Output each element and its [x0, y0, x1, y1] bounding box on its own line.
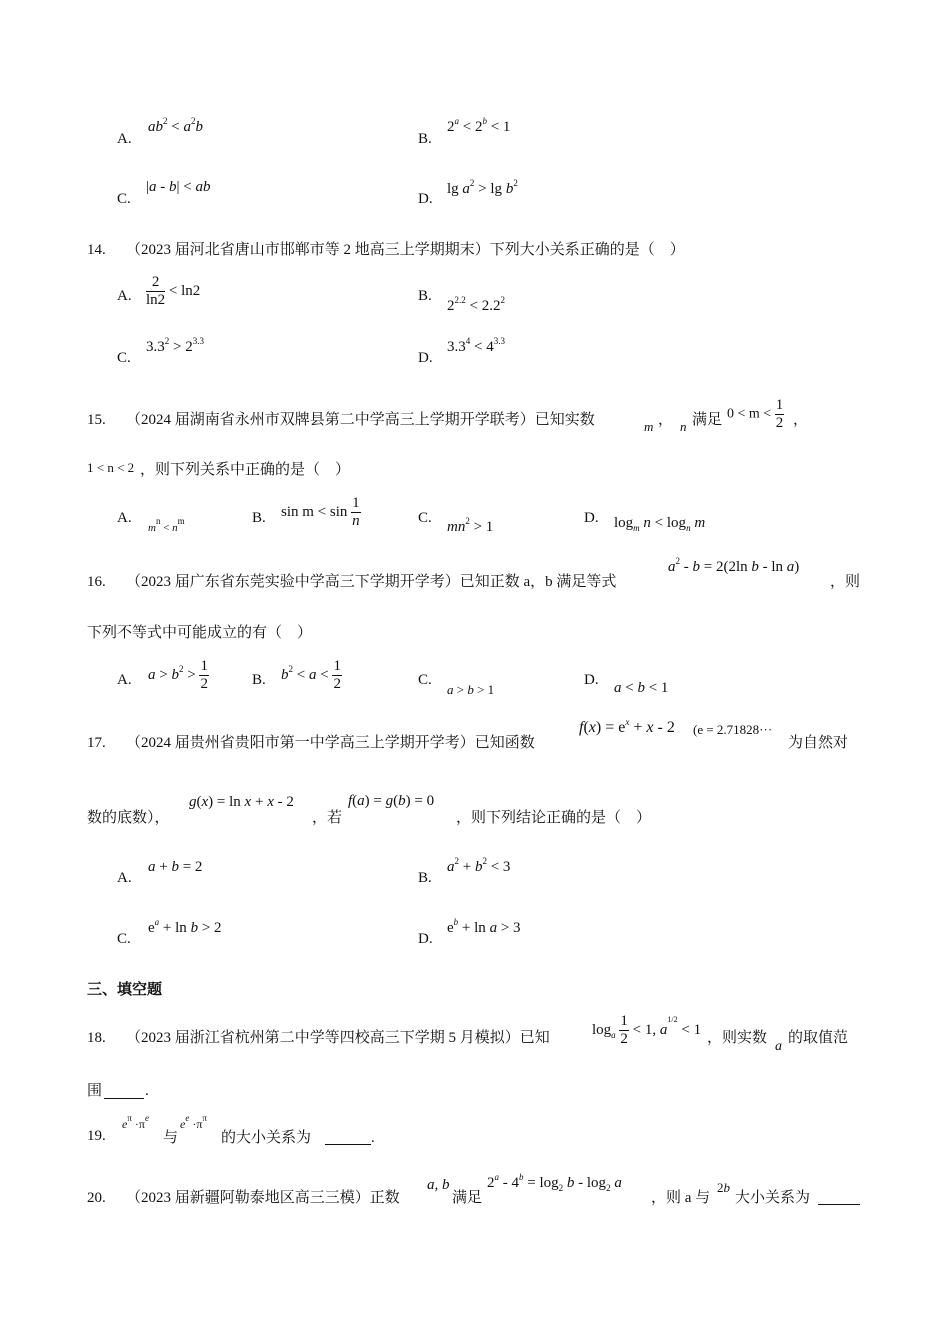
q14-number: 14.	[87, 242, 106, 258]
q14-option-a-label: A.	[117, 288, 132, 304]
q15-line2-text: ，则下列关系中正确的是（ ）	[140, 462, 351, 478]
q16-line2: 下列不等式中可能成立的有（ ）	[87, 625, 313, 641]
q13-option-d-label: D.	[418, 191, 433, 207]
q17-option-c-math: $e^a + \ln b > 2$	[148, 917, 222, 936]
q14-option-c-math: $3.3^2 > 2^{3.3}$	[146, 336, 204, 355]
q15-stem: （2024 届湖南省永州市双牌县第二中学高三上学期开学联考）已知实数	[126, 412, 595, 428]
q13-option-b-label: B.	[418, 131, 432, 147]
q16-option-d-math: a < b < 1	[614, 680, 669, 696]
q14-stem: （2023 届河北省唐山市邯郸市等 2 地高三上学期期末）下列大小关系正确的是（ ）	[126, 242, 685, 258]
q16-option-c-label: C.	[418, 672, 432, 688]
q17-condition: f(a) = g(b) = 0	[348, 793, 435, 809]
q16-option-b-label: B.	[252, 672, 266, 688]
q17-line2-c: ，则下列结论正确的是（ ）	[456, 810, 652, 826]
q18-answer-blank[interactable]	[104, 1083, 144, 1098]
q15-option-a-math: $m^n < n^m$	[148, 516, 185, 534]
q20-equation: $2^a - 4^b = \log_2 b - \log_2 a$	[487, 1172, 622, 1193]
q18-line2: 围	[87, 1083, 103, 1099]
q14-option-d-math: $3.3^4 < 4^{3.3}$	[447, 336, 505, 355]
q19-expression-2: $e^e \cdot\pi^\pi$	[180, 1113, 207, 1131]
q15-option-d-label: D.	[584, 510, 599, 526]
q18-stem-end: ，则实数	[707, 1030, 768, 1046]
q13-option-a-math: $ab^2 < a^2b$	[148, 116, 203, 135]
q17-option-d-label: D.	[418, 931, 433, 947]
q20-expression: 2b	[717, 1180, 730, 1195]
q20-stem: （2023 届新疆阿勒泰地区高三三模）正数	[126, 1190, 400, 1206]
q17-f-definition: $f(x) = e^x + x - 2$	[579, 717, 675, 736]
q18-stem-end-2: 的取值范	[788, 1030, 849, 1046]
q16-option-d-label: D.	[584, 672, 599, 688]
q19-number: 19.	[87, 1128, 106, 1144]
q15-line2-math: 1 < n < 2	[87, 460, 135, 475]
q18-number: 18.	[87, 1030, 106, 1046]
q17-option-d-math: $e^b + \ln a > 3$	[447, 917, 521, 936]
q15-condition: 0 < m < $\frac{1}{2}$	[727, 397, 784, 431]
q14-option-d-label: D.	[418, 350, 433, 366]
q14-option-b-label: B.	[418, 288, 432, 304]
q14-option-b-math: $2^{2.2} < 2.2^2$	[447, 295, 505, 314]
q16-number: 16.	[87, 574, 106, 590]
q19-end: .	[371, 1130, 375, 1146]
q16-equation: $a^2 - b = 2(2\ln$ b - ln a)	[668, 556, 800, 575]
q19-answer-blank[interactable]	[325, 1129, 371, 1144]
q20-stem-3: ，则 a 与	[651, 1190, 711, 1206]
q14-option-c-label: C.	[117, 350, 131, 366]
q17-stem-end: 为自然对	[788, 735, 849, 751]
q17-line2-a: 数的底数），	[87, 810, 170, 826]
q16-option-a-label: A.	[117, 672, 132, 688]
q13-option-c-label: C.	[117, 191, 131, 207]
q15-cond-end: ，	[793, 412, 809, 428]
q17-e-note: (e = 2.71828···	[693, 722, 773, 737]
q20-answer-blank[interactable]	[818, 1189, 860, 1204]
q13-option-b-math: $2^a < 2^b < 1$	[447, 116, 511, 135]
q16-stem: （2023 届广东省东莞实验中学高三下学期开学考）已知正数 a，b 满足等式	[126, 574, 617, 590]
q16-stem-end: ，则	[830, 574, 861, 590]
q18-line2-end: .	[145, 1083, 149, 1099]
q19-text: 的大小关系为	[221, 1130, 312, 1146]
q13-option-d-math: $\lg a^2 > \lg b^2$	[447, 178, 518, 197]
q17-option-b-math: $a^2 + b^2 < 3$	[447, 856, 511, 875]
q15-option-c-label: C.	[418, 510, 432, 526]
q17-number: 17.	[87, 735, 106, 751]
q18-stem: （2023 届浙江省杭州第二中学等四校高三下学期 5 月模拟）已知	[126, 1030, 550, 1046]
q17-g-definition: g(x) = ln x + x - 2	[189, 794, 294, 810]
q15-option-b-label: B.	[252, 510, 266, 526]
q15-var-n: n	[680, 419, 687, 434]
q19-mid: 与	[163, 1130, 179, 1146]
q17-option-a-label: A.	[117, 870, 132, 886]
q20-stem-4: 大小关系为	[735, 1190, 811, 1206]
q17-option-a-math: a + b = 2	[148, 859, 203, 875]
q15-number: 15.	[87, 412, 106, 428]
q20-stem-2: 满足	[452, 1190, 483, 1206]
q15-option-d-math: $\log_m n < \log_n m$	[614, 515, 706, 533]
q20-vars: a, b	[427, 1177, 450, 1193]
q19-expression-1: $e^\pi \cdot\pi^e$	[122, 1113, 149, 1131]
q16-option-c-math: a > b > 1	[447, 682, 495, 697]
q15-option-b-math: sin m < sin $\frac{1}{n}$	[281, 495, 360, 529]
section-title-fill-in: 三、填空题	[87, 982, 163, 998]
q15-comma: ，	[658, 412, 674, 428]
q18-var-a: a	[775, 1039, 782, 1054]
q16-option-b-math: $b^2 < a$ < $\frac{1}{2}$	[281, 658, 341, 692]
q15-var-m: m	[644, 419, 654, 434]
q13-option-a-label: A.	[117, 131, 132, 147]
q17-option-c-label: C.	[117, 931, 131, 947]
q16-option-a-math: $a > b^2$ > $\frac{1}{2}$	[148, 658, 208, 692]
q18-condition: $\log_a$ $\frac{1}{2}$ < 1, $a^{1/2} < 1$	[592, 1013, 702, 1047]
q20-number: 20.	[87, 1190, 106, 1206]
q14-option-a-math: $\frac{2}{\ln 2}$ < ln2	[146, 274, 201, 308]
q17-option-b-label: B.	[418, 870, 432, 886]
q15-stem-2: 满足	[692, 412, 723, 428]
q15-option-c-math: $mn^2 > 1$	[447, 516, 494, 535]
q13-option-c-math: |a - b| < ab	[146, 179, 211, 195]
q15-option-a-label: A.	[117, 510, 132, 526]
q17-stem: （2024 届贵州省贵阳市第一中学高三上学期开学考）已知函数	[126, 735, 535, 751]
q17-line2-b: ，若	[312, 810, 343, 826]
